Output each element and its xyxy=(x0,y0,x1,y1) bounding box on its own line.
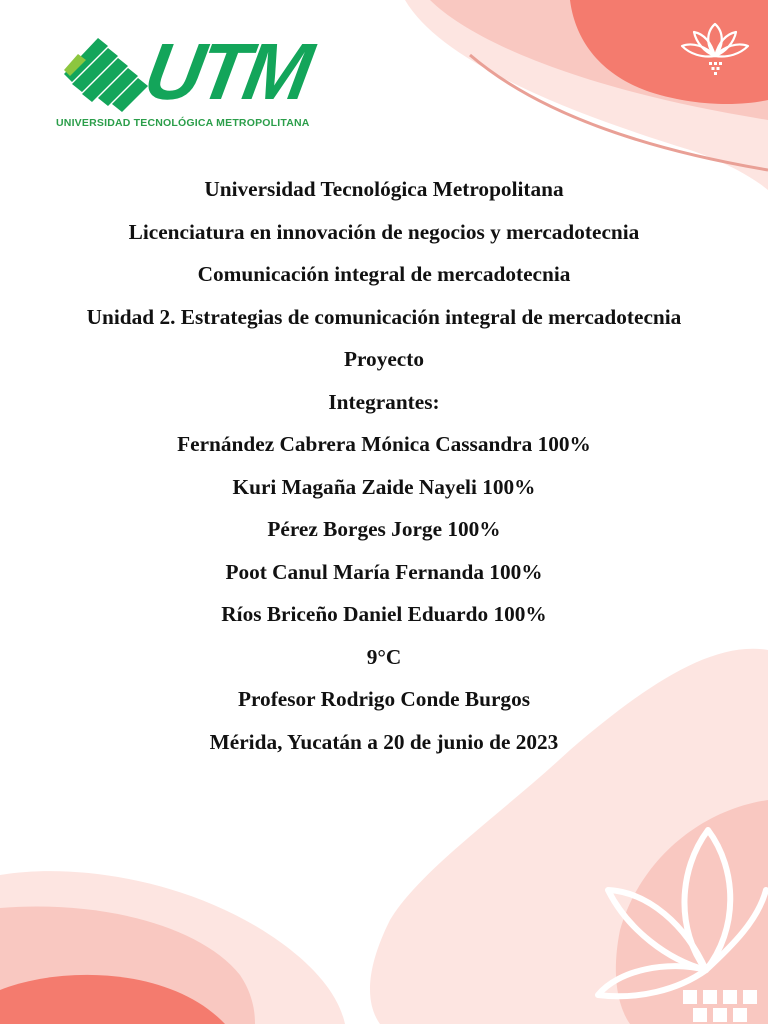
unit-title: Unidad 2. Estrategias de comunicación integral de mercadotecnia xyxy=(86,304,682,329)
institution-name: Universidad Tecnológica Metropolitana xyxy=(204,177,564,201)
cover-content xyxy=(84,176,684,771)
utm-wordmark: UTM xyxy=(138,27,316,116)
members-heading: Integrantes: xyxy=(328,389,440,414)
professor-name: Profesor Rodrigo Conde Burgos xyxy=(237,687,531,711)
degree-name: Licenciatura en innovación de negocios y mercadotecnia xyxy=(128,219,640,244)
leaf-flower-icon xyxy=(588,820,768,1024)
place-and-date: Mérida, Yucatán a 20 de junio de 2023 xyxy=(209,729,559,754)
document-type: Proyecto xyxy=(343,347,425,371)
utm-logo xyxy=(56,27,346,134)
course-name: Comunicación integral de mercadotecnia xyxy=(197,262,571,286)
utm-logo-subtitle: UNIVERSIDAD TECNOLÓGICA METROPOLITANA xyxy=(56,117,310,129)
group-label: 9°C xyxy=(366,644,402,669)
member-item: Poot Canul María Fernanda 100% xyxy=(225,559,543,584)
member-item: Pérez Borges Jorge 100% xyxy=(267,517,501,541)
member-item: Fernández Cabrera Mónica Cassandra 100% xyxy=(177,432,591,456)
member-item: Ríos Briceño Daniel Eduardo 100% xyxy=(221,602,547,626)
member-item: Kuri Magaña Zaide Nayeli 100% xyxy=(232,474,536,499)
utm-stripes-logo-icon xyxy=(64,38,150,114)
lotus-flower-icon xyxy=(678,18,752,78)
